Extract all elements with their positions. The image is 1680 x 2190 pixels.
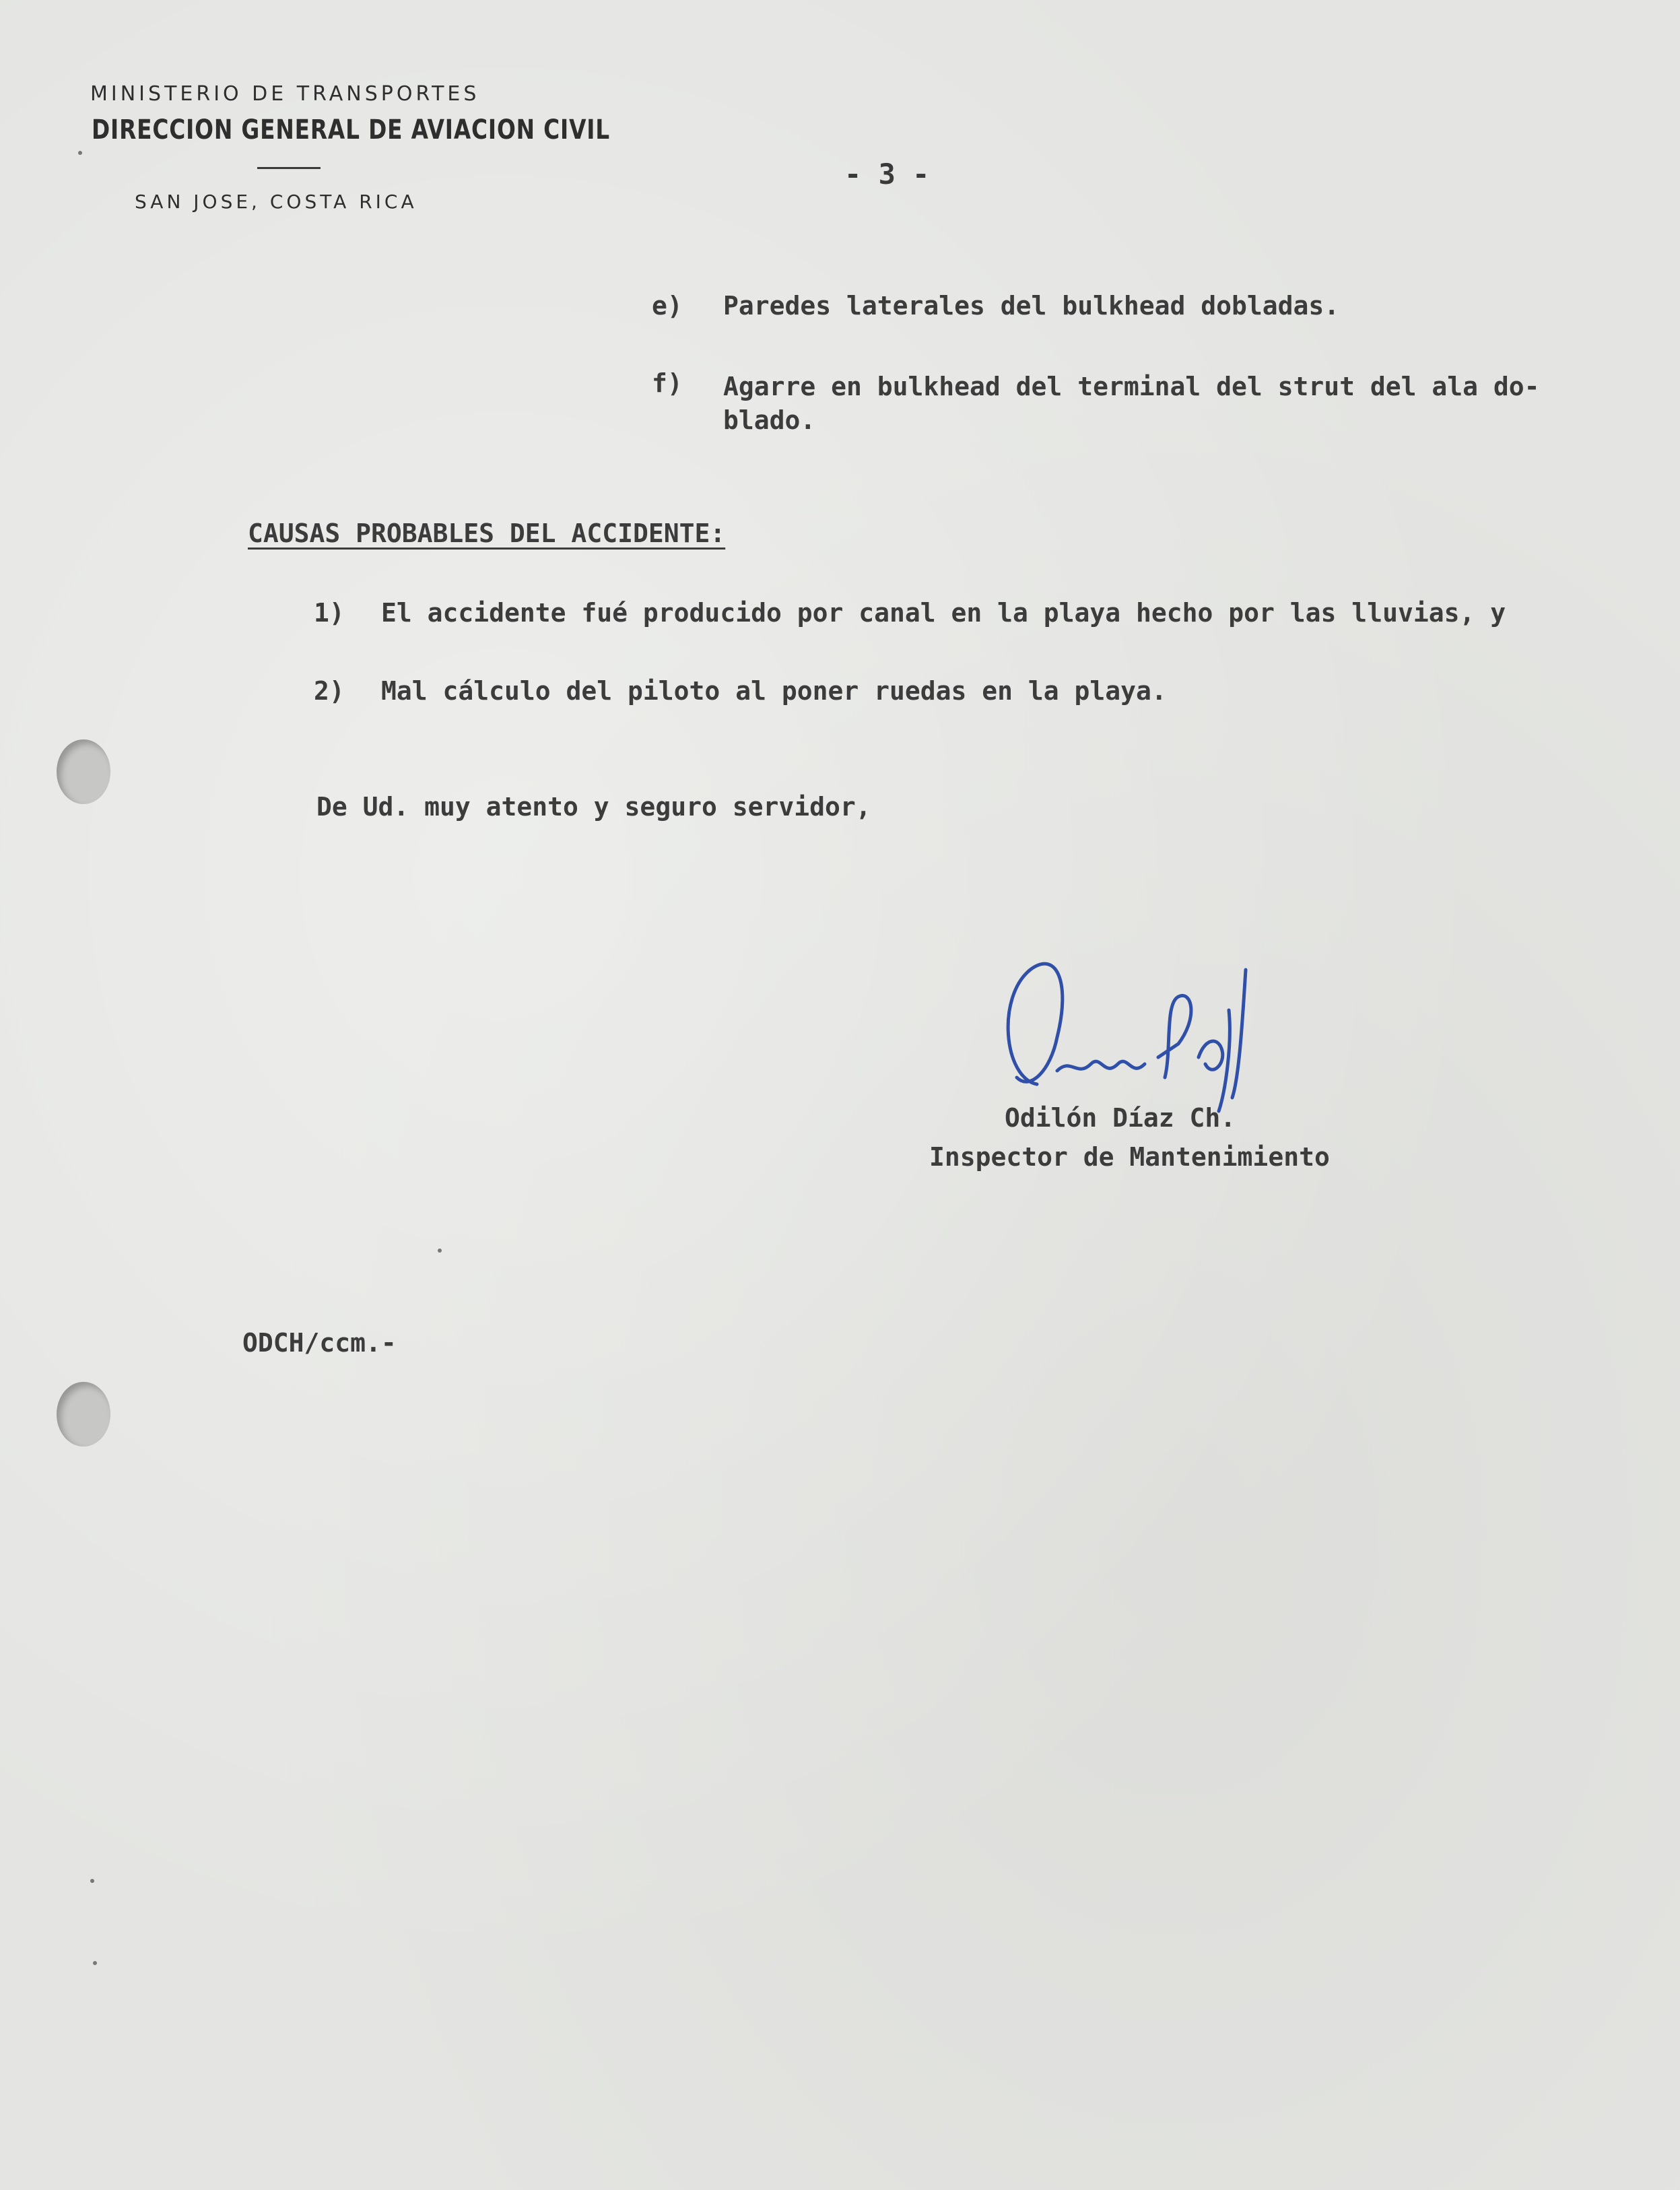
list-item-text: Agarre en bulkhead del terminal del strut del ala do- (723, 372, 1540, 401)
paper-speck (90, 1879, 94, 1883)
punch-hole (57, 1382, 110, 1447)
paper-speck (438, 1249, 442, 1253)
reference-initials: ODCH/ccm.- (242, 1328, 397, 1358)
section-heading: CAUSAS PROBABLES DEL ACCIDENTE: (248, 519, 726, 548)
list-item-text: Paredes laterales del bulkhead dobladas. (723, 291, 1340, 321)
closing-salutation: De Ud. muy atento y seguro servidor, (316, 792, 871, 822)
signer-title: Inspector de Mantenimiento (929, 1142, 1330, 1172)
cause-text: Mal cálculo del piloto al poner ruedas en la playa. (381, 676, 1167, 706)
cause-marker: 2) (314, 676, 345, 706)
paper-speck (78, 151, 82, 155)
page-number: - 3 - (844, 158, 930, 191)
letterhead-city: SAN JOSE, COSTA RICA (135, 191, 417, 213)
paper-speck (93, 1961, 97, 1965)
punch-hole (57, 739, 110, 804)
list-item-marker: f) (652, 368, 683, 398)
signer-name: Odilón Díaz Ch. (1005, 1103, 1236, 1133)
cause-text: El accidente fué producido por canal en la playa hecho por las lluvias, y (381, 598, 1506, 628)
letterhead-divider (257, 167, 321, 169)
list-item-marker: e) (652, 291, 683, 321)
list-item-text-continuation: blado. (723, 405, 816, 435)
letterhead-direccion: DIRECCION GENERAL DE AVIACION CIVIL (92, 114, 611, 145)
cause-marker: 1) (314, 598, 345, 628)
letterhead-ministry: MINISTERIO DE TRANSPORTES (90, 82, 480, 106)
